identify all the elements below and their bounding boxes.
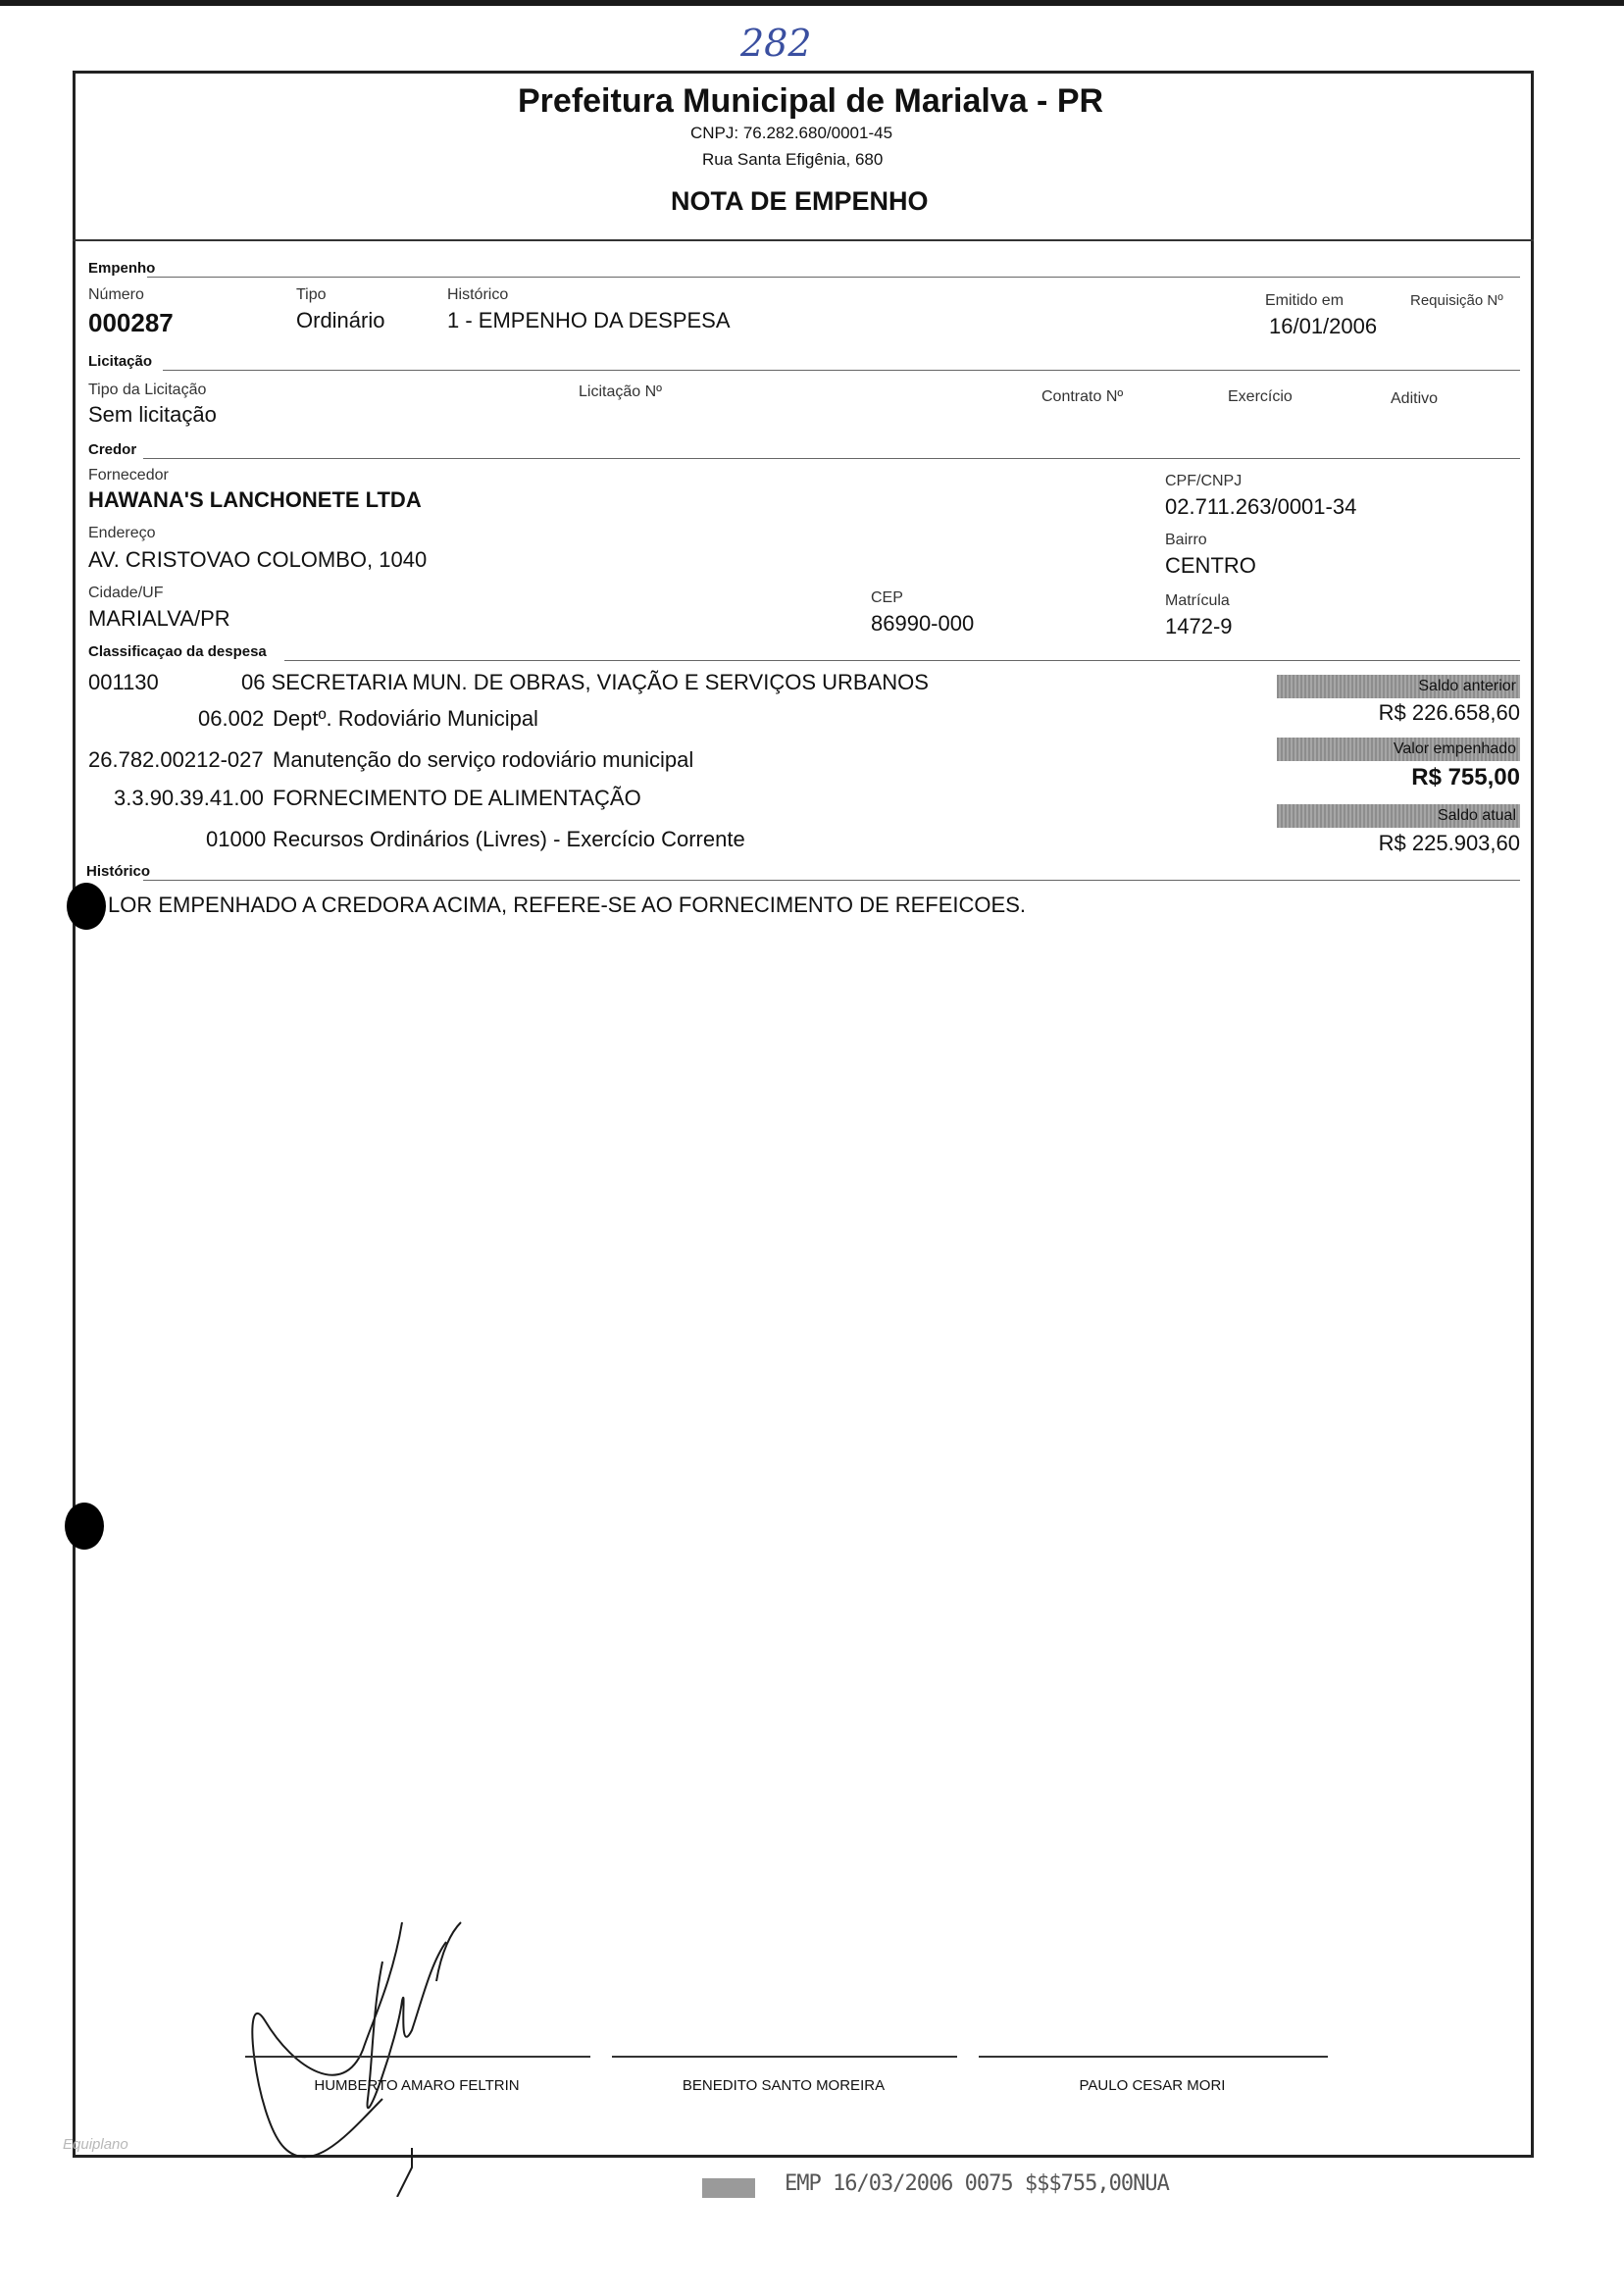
tipo-licitacao-label: Tipo da Licitação (88, 382, 207, 398)
expense-code-1: 001130 (88, 670, 159, 694)
requisicao-label: Requisição Nº (1410, 292, 1503, 309)
section-credor: Credor (88, 441, 137, 458)
section-classificacao: Classificaçao da despesa (88, 643, 267, 660)
signature-scribble (226, 1903, 500, 2197)
cidade-label: Cidade/UF (88, 585, 164, 601)
historico-value: 1 - EMPENHO DA DESPESA (447, 308, 731, 332)
cidade-value: MARIALVA/PR (88, 606, 230, 631)
handwritten-page-number: 282 (740, 22, 812, 65)
bairro-label: Bairro (1165, 532, 1207, 548)
scan-top-edge (0, 0, 1624, 6)
signature-line-3 (979, 2056, 1328, 2058)
expense-desc-1: 06 SECRETARIA MUN. DE OBRAS, VIAÇÃO E SERVIÇOS URBANOS (241, 670, 929, 694)
signature-line-1 (245, 2056, 590, 2058)
fornecedor-value: HAWANA'S LANCHONETE LTDA (88, 487, 422, 512)
signature-line-2 (612, 2056, 957, 2058)
cnpj-line: CNPJ: 76.282.680/0001-45 (690, 124, 893, 142)
expense-code-5: 01000 (206, 827, 267, 851)
expense-desc-5: Recursos Ordinários (Livres) - Exercício Corrente (273, 827, 745, 851)
tipo-licitacao-value: Sem licitação (88, 402, 217, 427)
aditivo-label: Aditivo (1391, 390, 1439, 407)
credor-rule (143, 458, 1520, 459)
expense-desc-2: Deptº. Rodoviário Municipal (273, 706, 538, 731)
contrato-label: Contrato Nº (1041, 388, 1124, 405)
matricula-label: Matrícula (1165, 592, 1230, 609)
document-frame (73, 71, 1534, 2158)
expense-code-3: 26.782.00212-027 (88, 747, 264, 772)
empenho-rule (147, 277, 1520, 278)
municipality-title: Prefeitura Municipal de Marialva - PR (518, 82, 1104, 120)
section-licitacao: Licitação (88, 353, 153, 370)
cpf-cnpj-label: CPF/CNPJ (1165, 473, 1243, 489)
expense-code-4: 3.3.90.39.41.00 (114, 786, 264, 810)
valor-empenhado-label: Valor empenhado (1277, 738, 1520, 761)
bairro-value: CENTRO (1165, 553, 1256, 578)
historico-text: LOR EMPENHADO A CREDORA ACIMA, REFERE-SE AO FORNECIMENTO DE REFEICOES. (108, 892, 1026, 917)
signatory-1: HUMBERTO AMARO FELTRIN (314, 2077, 520, 2094)
section-historico: Histórico (86, 863, 151, 880)
exercicio-label: Exercício (1228, 388, 1293, 405)
licitacao-rule (163, 370, 1520, 371)
cep-label: CEP (871, 589, 903, 606)
valor-empenhado-value: R$ 755,00 (1411, 764, 1520, 790)
signatory-2: BENEDITO SANTO MOREIRA (682, 2077, 886, 2094)
saldo-anterior-label: Saldo anterior (1277, 675, 1520, 698)
section-empenho: Empenho (88, 260, 156, 277)
punch-hole-middle (65, 1503, 104, 1550)
cep-value: 86990-000 (871, 611, 975, 636)
endereco-value: AV. CRISTOVAO COLOMBO, 1040 (88, 547, 428, 572)
expense-desc-4: FORNECIMENTO DE ALIMENTAÇÃO (273, 786, 641, 810)
saldo-atual-value: R$ 225.903,60 (1378, 831, 1520, 855)
fornecedor-label: Fornecedor (88, 467, 169, 484)
tipo-value: Ordinário (296, 308, 385, 332)
punch-hole-top (67, 883, 106, 930)
signatory-3: PAULO CESAR MORI (1079, 2077, 1226, 2094)
historico-label: Histórico (447, 286, 509, 303)
numero-label: Número (88, 286, 144, 303)
expense-code-2: 06.002 (198, 706, 265, 731)
classificacao-rule (284, 660, 1520, 661)
matricula-value: 1472-9 (1165, 614, 1233, 638)
endereco-label: Endereço (88, 525, 156, 541)
saldo-atual-label: Saldo atual (1277, 804, 1520, 828)
cpf-cnpj-value: 02.711.263/0001-34 (1165, 494, 1357, 519)
footer-brand: Equiplano (63, 2136, 128, 2153)
header-divider (73, 239, 1534, 241)
document-title: NOTA DE EMPENHO (671, 186, 929, 216)
stamp-mark-icon (702, 2178, 755, 2198)
emitido-value: 16/01/2006 (1269, 314, 1378, 338)
numero-value: 000287 (88, 308, 174, 337)
historico-rule (143, 880, 1520, 881)
tipo-label: Tipo (296, 286, 327, 303)
address-line: Rua Santa Efigênia, 680 (702, 150, 884, 169)
emitido-label: Emitido em (1265, 292, 1345, 309)
licitacao-numero-label: Licitação Nº (579, 383, 662, 400)
expense-desc-3: Manutenção do serviço rodoviário municipal (273, 747, 694, 772)
saldo-anterior-value: R$ 226.658,60 (1378, 700, 1520, 725)
processing-stamp: EMP 16/03/2006 0075 $$$755,00NUA (785, 2171, 1169, 2196)
